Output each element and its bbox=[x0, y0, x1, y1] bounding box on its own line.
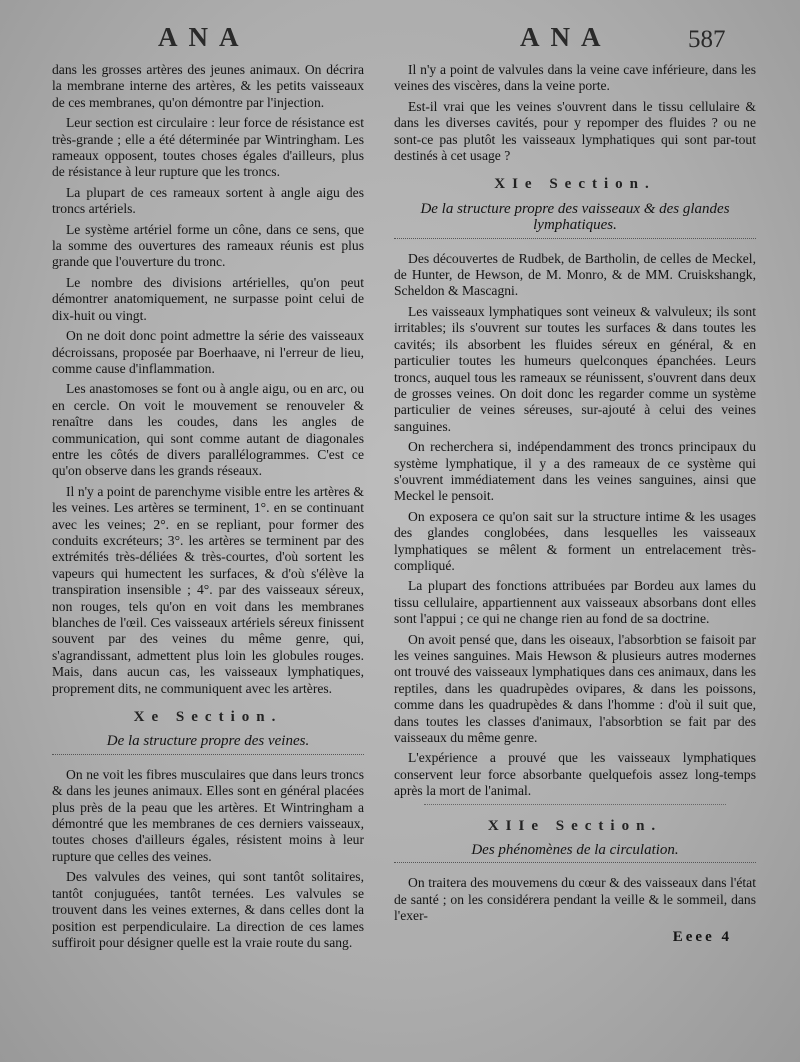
section-title: XIIe Section. bbox=[487, 817, 663, 834]
running-head-left: ANA bbox=[158, 22, 250, 52]
paragraph: Les anastomoses se font ou à angle aigu, ou en arc, ou en cercle. On voit le mouvement se renouveler & renaître dans les coudes, dans les angles de communication, qui sont comme autant de diagonales entre les côtés de divers parallélogrammes. C'est ce qu'on observe dans les grands réseaux. bbox=[52, 381, 364, 479]
section-subtitle: Des phénomènes de la circulation. bbox=[394, 842, 756, 863]
paragraph: On ne voit les fibres musculaires que dans leurs troncs & dans les jeunes animaux. Elles sont en général placées plus près de la peau que les artères. Et Wintringham a démontré que les membranes de ces derniers vaisseaux, toutes choses d'ailleurs égales, résistent moins à leur rupture que celles des veines. bbox=[52, 766, 364, 864]
paragraph: La plupart des fonctions attribuées par Bordeu aux lames du tissu cellulaire, appartiennent aux vaisseaux absorbans dont elles sont l'appui ; ce qui ne change rien au fond de sa doctrine. bbox=[394, 578, 756, 627]
page-number: 587 bbox=[688, 26, 726, 53]
paragraph: Leur section est circulaire : leur force de résistance est très-grande ; elle a été déterminée par Wintringham. Les rameaux opposent, toutes choses égales d'ailleurs, plus de résistance à leur rupture que les troncs. bbox=[52, 115, 364, 180]
paragraph: On avoit pensé que, dans les oiseaux, l'absorbtion se faisoit par les veines sanguines. Mais Hewson & plusieurs autres modernes ont trouvé des vaisseaux lymphatiques dans ces animaux, dans les reptiles, dans les quadrupèdes ovipares, & dans les poissons, comme dans les quadrupèdes & dans l'homme : d'où il suit que, dans toutes les classes d'animaux, l'absorbtion se fait par des vaisseaux du même genre. bbox=[394, 631, 756, 746]
section-title: XIe Section. bbox=[494, 176, 656, 193]
running-head-right: ANA bbox=[520, 22, 612, 52]
paragraph: La plupart de ces rameaux sortent à angle aigu des troncs artériels. bbox=[52, 184, 364, 217]
paragraph: Les vaisseaux lymphatiques sont veineux & valvuleux; ils sont irritables; ils s'ouvrent sur toutes les surfaces & dans toutes les cavités; ils absorbent les fluides séreux en général, & en particulier toutes les humeurs quelconques épanchées. Leurs troncs, auquel tous les rameaux se réunissent, s'ouvrent dans deux de grosses veines. On doit donc les regarder comme un système particulier de veines séreuses, sur-ajouté à celui des veines sanguines. bbox=[394, 303, 756, 434]
paragraph: Il n'y a point de valvules dans la veine cave inférieure, dans les veines des viscères, dans la veine porte. bbox=[394, 62, 756, 94]
paragraph: Le système artériel forme un cône, dans ce sens, que la somme des ouvertures des rameaux réunis est plus grande que l'ouverture du tronc. bbox=[52, 221, 364, 270]
paragraph: On ne doit donc point admettre la série des vaisseaux décroissans, proposée par Boerhaave, ni l'erreur de lieu, comme cause d'inflammation. bbox=[52, 328, 364, 376]
right-column bbox=[394, 62, 756, 945]
section-title: Xe Section. bbox=[133, 709, 283, 726]
paragraph: On exposera ce qu'on sait sur la structure intime & les usages des glandes conglobées, dans lesquelles les vaisseaux lymphatiques se mêlent & forment un entrelacement très-compliqué. bbox=[394, 508, 756, 573]
paragraph: Le nombre des divisions artérielles, qu'on peut démontrer anatomiquement, ne surpasse point celui de dix-huit ou vingt. bbox=[52, 274, 364, 323]
left-column bbox=[52, 62, 364, 955]
paragraph: On traitera des mouvemens du cœur & des vaisseaux dans l'état de santé ; on les considérera pendant la veille & le sommeil, dans l'exer- bbox=[394, 875, 756, 924]
section-subtitle: De la structure propre des veines. bbox=[52, 733, 364, 754]
paragraph: L'expérience a prouvé que les vaisseaux lymphatiques conservent leur force absorbante quelquefois assez long-temps après la mort de l'animal. bbox=[394, 750, 756, 799]
divider bbox=[424, 804, 726, 806]
paragraph: dans les grosses artères des jeunes animaux. On décrira la membrane interne des artères, & les petits vaisseaux de ces membranes, qu'on démontre par l'injection. bbox=[52, 62, 364, 110]
paragraph: On recherchera si, indépendamment des troncs principaux du système lymphatique, il y a des rameaux de ce système qui s'ouvrent immédiatement dans les veines sanguines, ainsi que Meckel le pensoit. bbox=[394, 439, 756, 504]
paragraph: Des découvertes de Rudbek, de Bartholin, de celles de Meckel, de Hunter, de Hewson, de M. Monro, & de MM. Cruiskshangk, Scheldon & Mascagni. bbox=[394, 250, 756, 299]
catchword: Eeee 4 bbox=[672, 928, 732, 945]
section-subtitle: De la structure propre des vaisseaux & des glandes lymphatiques. bbox=[394, 201, 756, 239]
paragraph: Est-il vrai que les veines s'ouvrent dans le tissu cellulaire & dans les diverses cavités, pour y repomper des fluides ? ou ne sont-ce pas plutôt les vaisseaux lymphatiques qui sont par-tout destinés à cet usage ? bbox=[394, 98, 756, 164]
paragraph: Il n'y a point de parenchyme visible entre les artères & les veines. Les artères se terminent, 1°. en se continuant avec les veines; 2°. en se repliant, pour former des conduits excréteurs; 3°. les artères se terminent par des extrémités très-déliées & très-courtes, d'où sortent les vapeurs qui humectent les surfaces, & d'où s'élève la transpiration insensible ; 4°. par des vaisseaux séreux, non rouges, tels qu'on en voit dans les membranes blanches de l'œil. Ces vaisseaux artériels séreux finissent souvent par des veines du même genre, qui, s'agrandissant, admettent plus loin les globules rouges. Mais, dans aucun cas, les vaisseaux lymphatiques, proprement dits, ne communiquent avec les artères. bbox=[52, 483, 364, 696]
paragraph: Des valvules des veines, qui sont tantôt solitaires, tantôt conjuguées, tantôt ternées. Les valvules se trouvent dans les veines externes, & dans celles dont la position est perpendiculaire. La direction de ces lames suffiroit pour désigner quelle est la vraie route du sang. bbox=[52, 869, 364, 950]
